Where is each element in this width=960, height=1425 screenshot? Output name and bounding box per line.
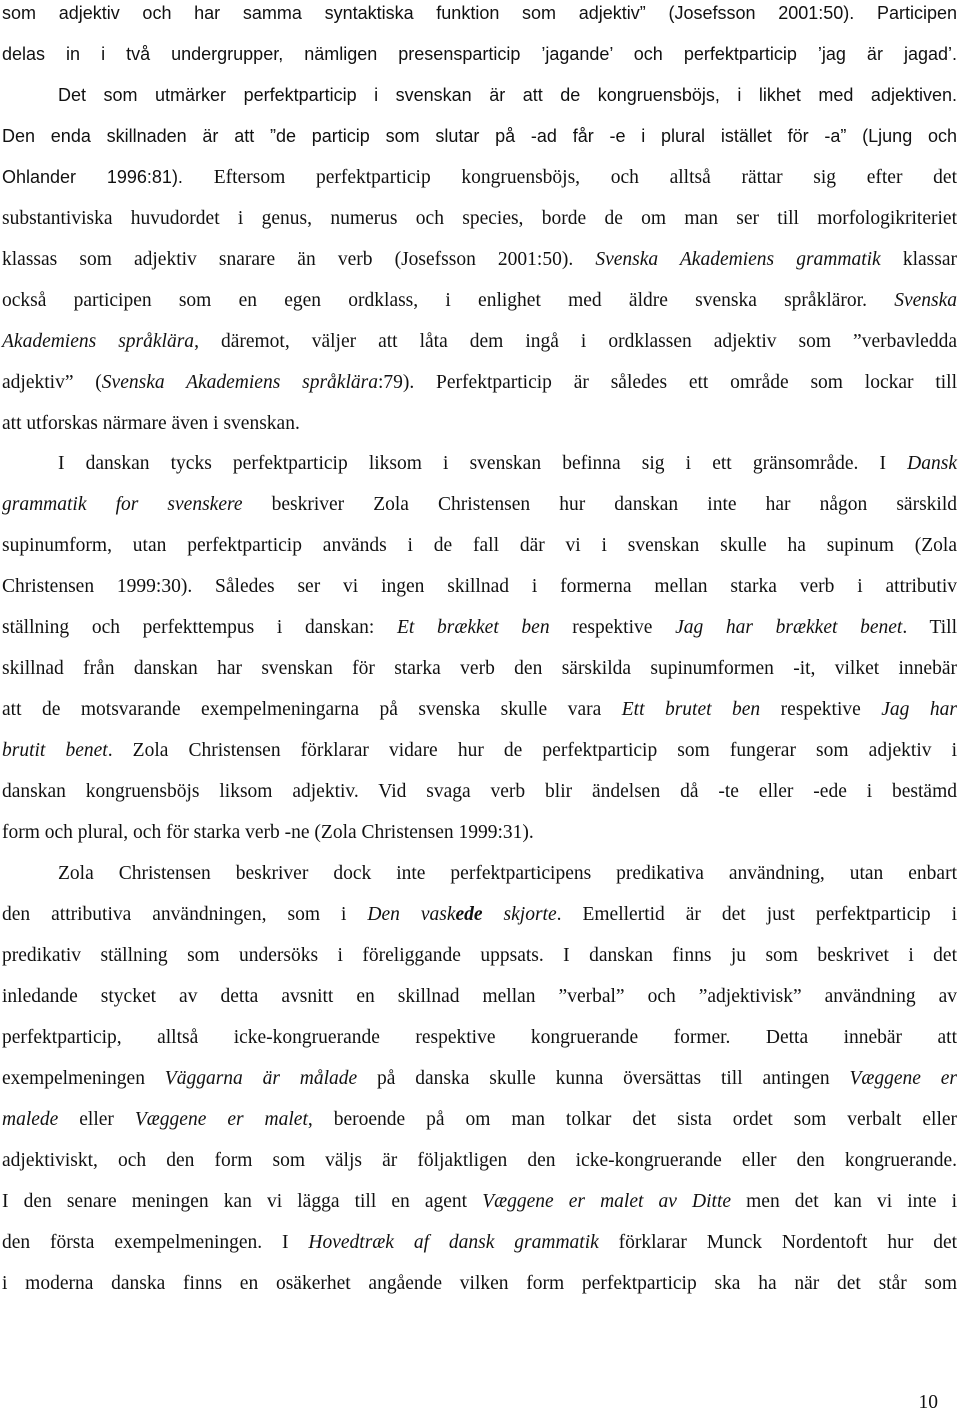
text-run: exempelmeningen: [2, 1068, 165, 1089]
text-line: [2, 443, 957, 484]
text-run: på danska skulle kunna översättas till antingen: [357, 1068, 850, 1089]
text-line: [2, 730, 957, 771]
text-run: i moderna danska finns en osäkerhet angående vilken form perfektparticip ska ha när det står som: [2, 1273, 957, 1294]
text-run: att utforskas närmare även i svenskan.: [2, 413, 300, 434]
text-run: :79). Perfektparticip är således ett område som lockar till: [377, 372, 957, 393]
text-run: ede: [455, 904, 483, 925]
text-run: Det som utmärker perfektparticip i svenskan är att de kongruensböjs, i likhet med adjektiven.: [58, 85, 957, 105]
text-run: Svenska Akademiens grammatik: [595, 249, 881, 270]
text-run: Ohlander 1996:81).: [2, 167, 214, 187]
text-run: substantiviska huvudordet i genus, numerus och species, borde de om man ser till morfologikriteriet: [2, 208, 957, 229]
text-run: den första exempelmeningen. I: [2, 1232, 309, 1253]
text-run: brutit benet: [2, 740, 108, 761]
text-run: respektive: [549, 617, 676, 638]
text-run: Svenska: [894, 290, 957, 311]
paragraph-4: [2, 853, 957, 1304]
text-line: [2, 894, 957, 935]
text-run: Den enda skillnaden är att ”de particip som slutar på -ad får -e i plural istället för -a” (Ljung och: [2, 126, 957, 146]
text-run: den attributiva användningen, som i: [2, 904, 368, 925]
text-line: [2, 1017, 957, 1058]
text-line: [2, 484, 957, 525]
text-run: respektive: [760, 699, 882, 720]
text-run: att de motsvarande exempelmeningarna på svenska skulle vara: [2, 699, 622, 720]
text-run: adjektiv” (: [2, 372, 102, 393]
text-line: [2, 1099, 957, 1140]
text-line: [2, 1263, 957, 1304]
text-run: danskan kongruensböjs liksom adjektiv. Vid svaga verb blir ändelsen då -te eller -ede i bestämd: [2, 781, 957, 802]
text-run: Akademiens språklära: [2, 331, 195, 352]
text-line: [2, 648, 957, 689]
text-run: beskriver Zola Christensen hur danskan inte har någon särskild: [242, 494, 957, 515]
text-run: supinumform, utan perfektparticip används i de fall där vi i svenskan skulle ha supinum (Zola: [2, 535, 957, 556]
text-run: eller: [58, 1109, 135, 1130]
text-line: [2, 812, 957, 853]
text-line: [2, 853, 957, 894]
page-number: 10: [918, 1392, 938, 1413]
text-line: [2, 116, 957, 157]
text-run: förklarar Munck Nordentoft hur det: [598, 1232, 958, 1253]
text-run: Väggarna är målade: [164, 1068, 358, 1089]
text-run: också participen som en egen ordklass, i enlighet med äldre svenska språkläror.: [2, 290, 895, 311]
text-run: klassas som adjektiv snarare än verb (Josefsson 2001:50).: [2, 249, 596, 270]
text-run: predikativ ställning som undersöks i föreliggande uppsats. I danskan finns ju som beskrivet i det: [2, 945, 957, 966]
text-run: adjektiviskt, och den form som väljs är följaktligen den icke-kongruerande eller den kongruerande.: [2, 1150, 957, 1171]
text-line: [2, 689, 957, 730]
text-line: [2, 1058, 957, 1099]
text-line: [2, 157, 957, 198]
text-run: inledande stycket av detta avsnitt en skillnad mellan ”verbal” och ”adjektivisk” användning av: [2, 986, 957, 1007]
text-line: [2, 34, 957, 75]
text-run: ställning och perfekttempus i danskan:: [2, 617, 397, 638]
text-run: Den vask: [367, 904, 456, 925]
text-run: , däremot, väljer att låta dem ingå i ordklassen adjektiv som ”verbavledda: [194, 331, 957, 352]
text-line: [2, 525, 957, 566]
text-run: Et brækket ben: [397, 617, 550, 638]
text-line: [2, 566, 957, 607]
text-line: [2, 976, 957, 1017]
paragraph-3: [2, 443, 957, 853]
text-run: form och plural, och för starka verb -ne (Zola Christensen 1999:31).: [2, 822, 534, 843]
text-run: Væggene er: [849, 1068, 957, 1089]
text-run: I den senare meningen kan vi lägga till en agent: [2, 1191, 483, 1212]
text-run: . Till: [902, 617, 957, 638]
text-run: Dansk: [907, 453, 957, 474]
text-run: skillnad från danskan har svenskan för starka verb den särskilda supinumformen -it, vilket innebär: [2, 658, 957, 679]
paragraph-1: [2, 0, 957, 75]
text-line: [2, 1222, 957, 1263]
text-line: [2, 771, 957, 812]
text-run: skjorte: [482, 904, 557, 925]
paragraph-2: [2, 75, 957, 444]
text-run: Christensen 1999:30). Således ser vi ingen skillnad i formerna mellan starka verb i attributiv: [2, 576, 957, 597]
text-run: Jag har: [881, 699, 958, 720]
text-line: [2, 1181, 957, 1222]
text-run: klassar: [880, 249, 957, 270]
text-run: . Zola Christensen förklarar vidare hur de perfektparticip som fungerar som adjektiv i: [107, 740, 958, 761]
text-line: [2, 0, 957, 34]
text-line: [2, 280, 957, 321]
text-line: [2, 1140, 957, 1181]
text-run: som adjektiv och har samma syntaktiska funktion som adjektiv” (Josefsson 2001:50). Participen: [2, 3, 957, 23]
text-run: grammatik for svenskere: [2, 494, 243, 515]
text-line: [2, 321, 957, 362]
text-run: Væggene er malet: [134, 1109, 308, 1130]
text-run: . Emellertid är det just perfektparticip i: [556, 904, 958, 925]
text-run: Eftersom perfektparticip kongruensböjs, och alltså rättar sig efter det: [213, 167, 957, 188]
text-run: men det kan vi inte i: [731, 1191, 957, 1212]
text-run: I danskan tycks perfektparticip liksom i svenskan befinna sig i ett gränsområde. I: [58, 453, 908, 474]
text-run: Ett brutet ben: [621, 699, 761, 720]
text-line: [2, 935, 957, 976]
text-run: Zola Christensen beskriver dock inte perfektparticipens predikativa användning, utan enbart: [58, 863, 957, 884]
text-line: [2, 607, 957, 648]
text-line: [2, 239, 957, 280]
text-line: [2, 362, 957, 403]
text-run: delas in i två undergrupper, nämligen presensparticip ’jagande’ och perfektparticip ’jag är jagad’.: [2, 44, 957, 64]
text-run: Væggene er malet av Ditte: [482, 1191, 732, 1212]
text-line: [2, 198, 957, 239]
text-run: Jag har brækket benet: [675, 617, 903, 638]
text-run: Svenska Akademiens språklära: [101, 372, 378, 393]
text-run: perfektparticip, alltså icke-kongruerande respektive kongruerande former. Detta innebär att: [2, 1027, 957, 1048]
text-run: Hovedtræk af dansk grammatik: [308, 1232, 599, 1253]
text-run: , beroende på om man tolkar det sista ordet som verbalt eller: [307, 1109, 958, 1130]
text-run: malede: [2, 1109, 59, 1130]
text-line: [2, 75, 957, 116]
text-line: [2, 403, 957, 444]
